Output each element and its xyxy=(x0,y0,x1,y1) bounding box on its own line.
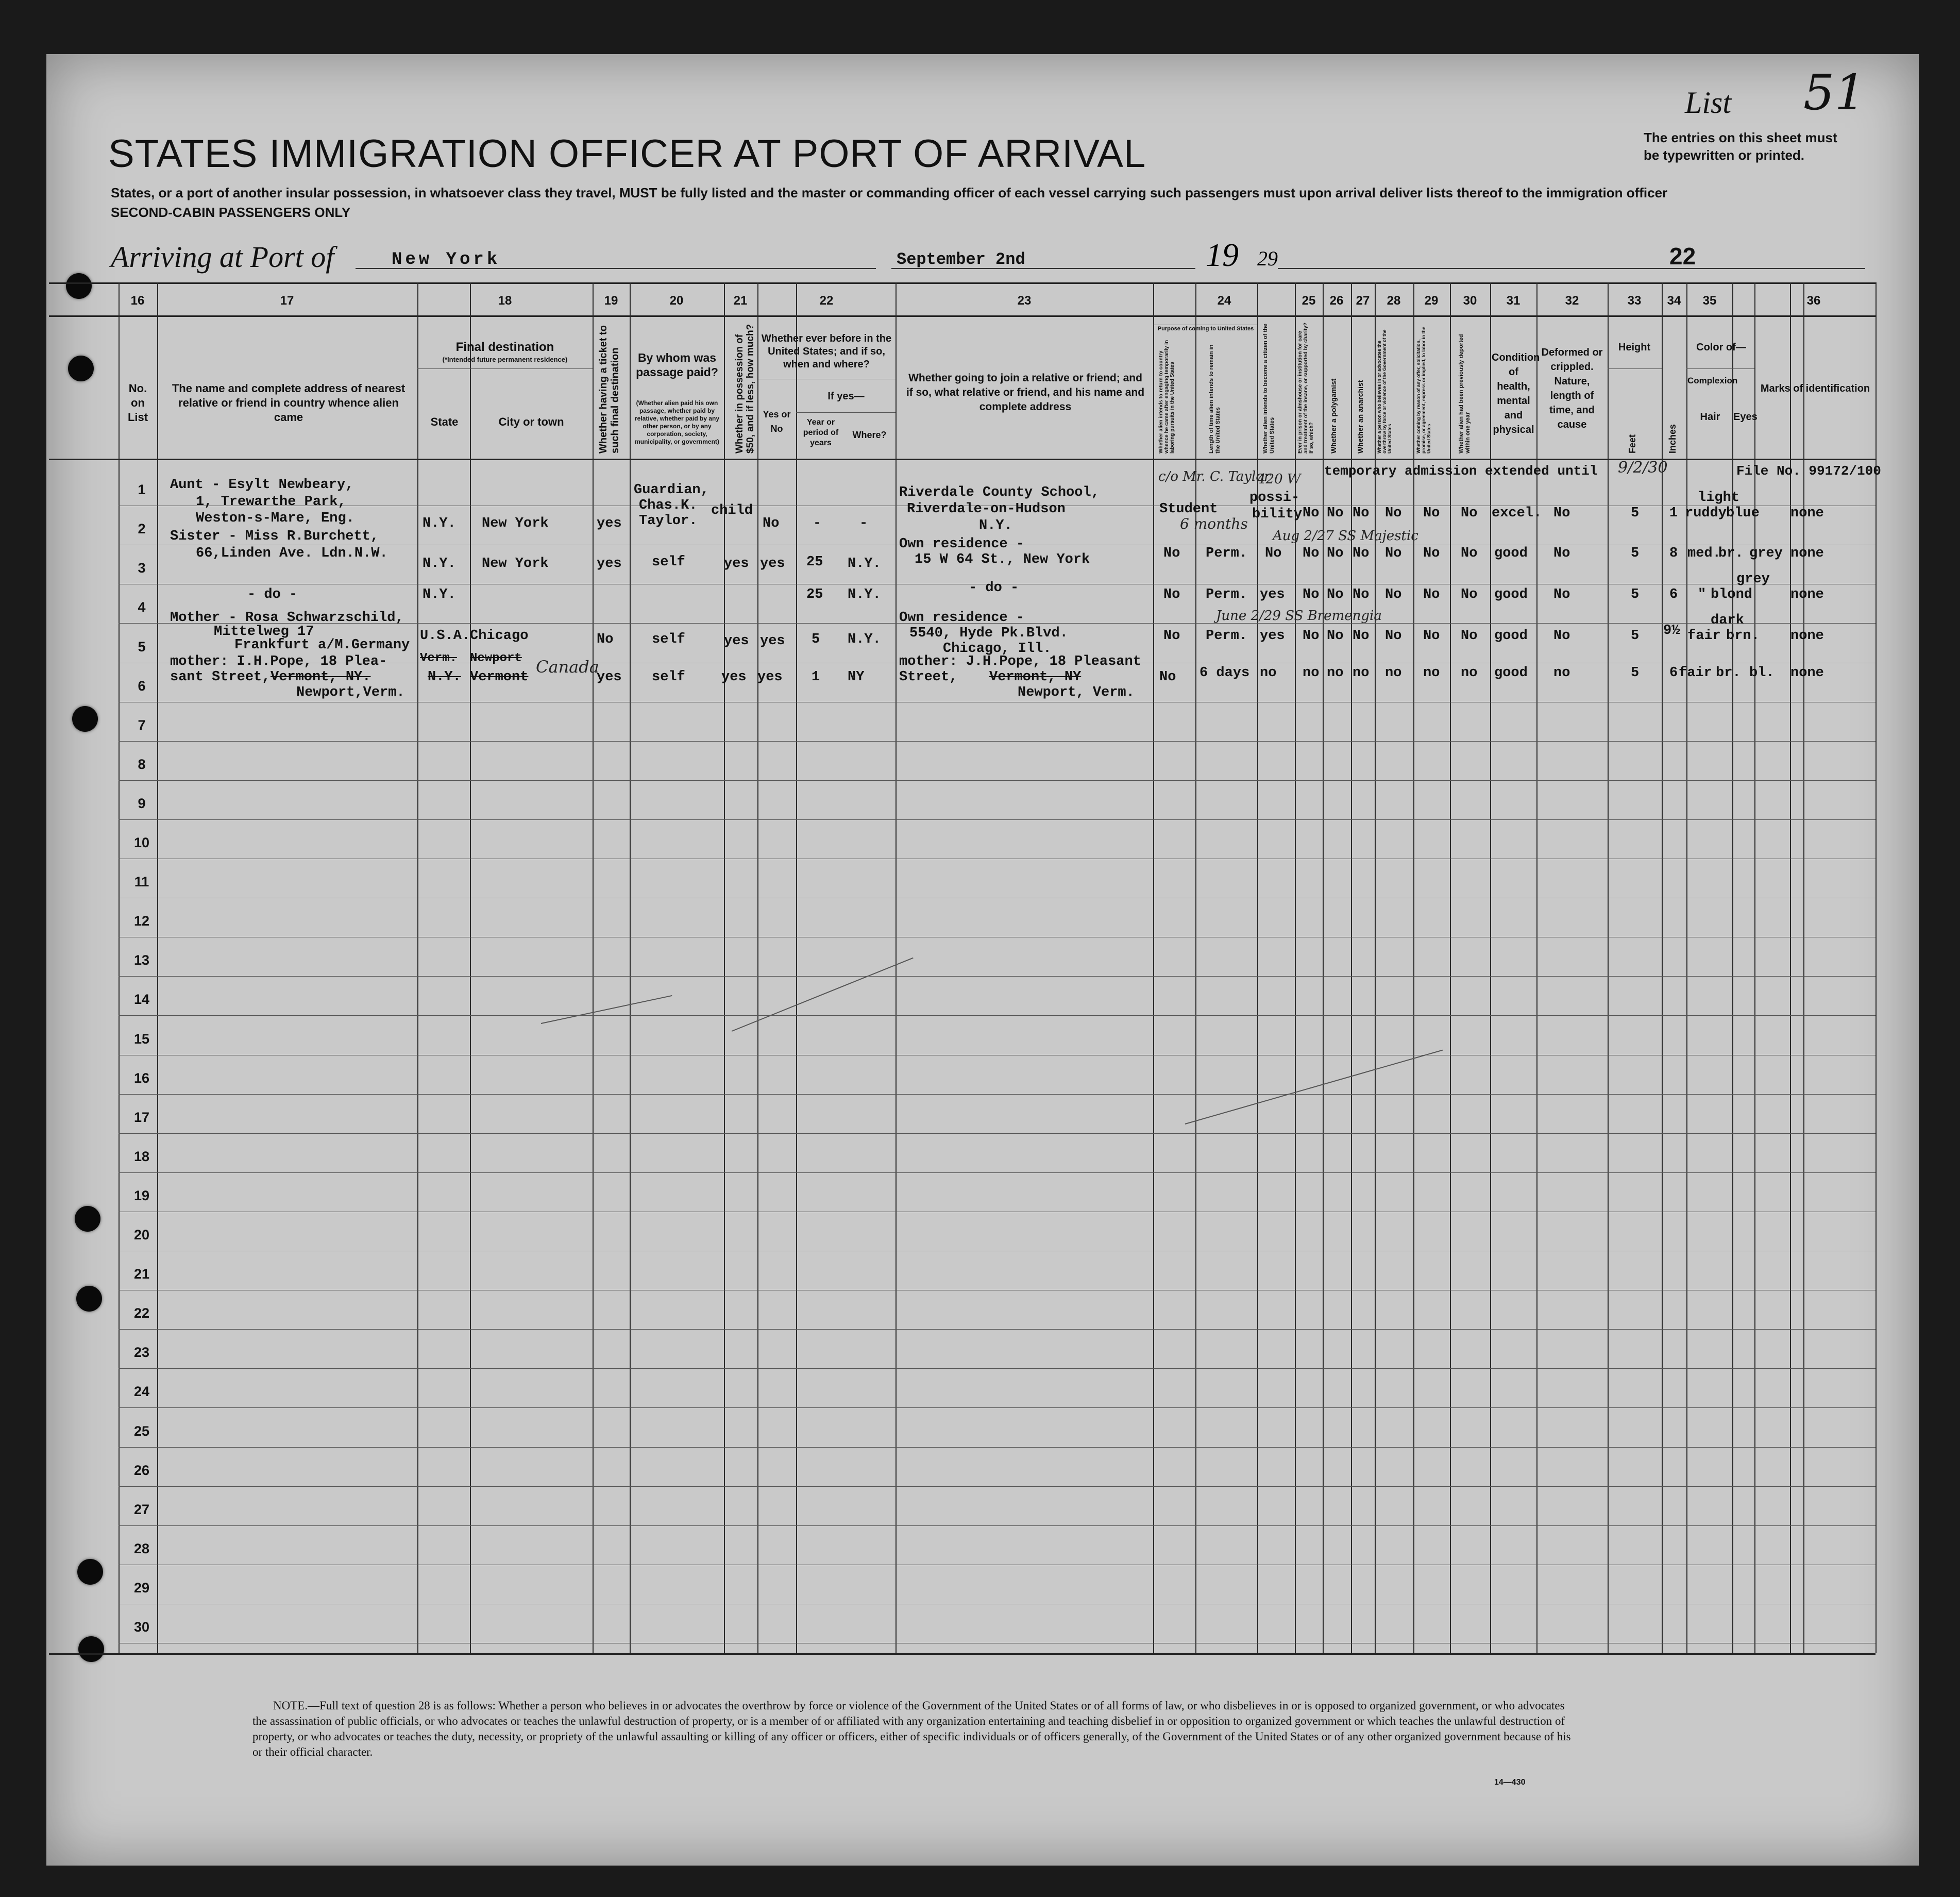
header-citizen-intent: Whether alien intends to become a citizen of the United States xyxy=(1262,324,1275,454)
list-number: 51 xyxy=(1803,64,1866,121)
header-feet: Feet xyxy=(1627,434,1637,454)
r5-q28: no xyxy=(1385,665,1402,681)
footer-note: NOTE.—Full text of question 28 is as follows: Whether a person who believes in or advocates the overthrow by force or violence of the Government of the United States or of all forms of law, or who disbelieves in or is opposed to organized government, or who advocates the assassination of public officials, or who advocates or teaches the unlawful destruction of property, or is a member of or affiliated with any organization entertaining and teaching disbelief in or opposition to organized government or which teaches the unlawful destruction of property, or who advocates or teaches the duty, necessity, or propriety of the unlawful assaulting or killing of any officer or officers, either of specific individuals or of officers generally, of the Government of the United States or of any other organized government because of his or their official character. xyxy=(252,1699,1571,1758)
r3-q27: No xyxy=(1353,587,1370,602)
r4-marks: none xyxy=(1790,628,1824,644)
r1-feet: 5 xyxy=(1631,506,1640,521)
r1-join-l2: Riverdale-on-Hudson xyxy=(907,501,1066,517)
r3-q28: No xyxy=(1385,587,1402,602)
row-number: 8 xyxy=(138,756,146,772)
r1-q25: No xyxy=(1303,506,1320,521)
r2-purpose: No xyxy=(1163,546,1180,561)
r4-complexion: fair xyxy=(1687,628,1721,644)
header-passage-paid-sub: (Whether alien paid his own passage, whether paid by relative, whether paid by any other person, or by any corporation, society, municipality, or government) xyxy=(634,399,720,445)
r2-q29: No xyxy=(1423,546,1440,561)
r1-citizen-l2: bility xyxy=(1252,507,1303,522)
row-number: 23 xyxy=(133,1345,150,1361)
r3-hair: blond xyxy=(1711,587,1753,602)
column-number: 21 xyxy=(733,294,748,308)
page-number: 22 xyxy=(1669,243,1696,270)
r2-before: yes xyxy=(760,556,785,572)
column-number: 34 xyxy=(1667,294,1681,308)
r5-money: yes xyxy=(721,669,747,685)
r1-hand-note: c/o Mr. C. Taylor xyxy=(1158,469,1271,484)
r1-join-l1: Riverdale County School, xyxy=(899,485,1100,500)
row-number: 14 xyxy=(133,992,150,1008)
row-rule xyxy=(119,1368,1875,1369)
r1-hair: light xyxy=(1698,490,1740,506)
r2-money: yes xyxy=(724,556,749,572)
r1-period: - xyxy=(813,516,822,531)
row-number: 7 xyxy=(138,717,146,733)
r1-q29: No xyxy=(1423,506,1440,521)
header-eyes: Eyes xyxy=(1733,411,1758,423)
row-number: 12 xyxy=(133,913,150,929)
r4-relative-l3: Frankfurt a/M.Germany xyxy=(234,637,410,653)
r5-q26: no xyxy=(1327,665,1344,681)
punch-hole xyxy=(78,1636,104,1662)
r5-inches: 6 xyxy=(1669,665,1678,681)
punch-hole xyxy=(77,1559,103,1585)
row-number: 26 xyxy=(133,1462,150,1478)
r5-length: 6 days xyxy=(1199,665,1250,681)
header-complexion: Complexion xyxy=(1687,376,1738,385)
header-relative: The name and complete address of nearest relative or friend in country whence alien came xyxy=(172,382,405,424)
r5-state-struck-top: Verm. xyxy=(420,651,458,665)
column-number: 18 xyxy=(498,294,512,308)
r5-relative-l3: Newport,Verm. xyxy=(296,685,405,700)
column-number: 32 xyxy=(1565,294,1579,308)
r4-money: yes xyxy=(724,633,749,649)
r3-purpose: No xyxy=(1163,587,1180,602)
r2-q27: No xyxy=(1353,546,1370,561)
r5-where: NY xyxy=(848,669,865,685)
header-polygamist: Whether a polygamist xyxy=(1329,378,1338,454)
row-number: 5 xyxy=(138,639,146,654)
row-number: 18 xyxy=(133,1148,150,1164)
row-number: 24 xyxy=(133,1384,150,1400)
form-code: 14—430 xyxy=(1494,1778,1526,1787)
manifest-sheet xyxy=(46,54,1919,1866)
row-number: 15 xyxy=(133,1031,150,1047)
r4-join-l3: Chicago, Ill. xyxy=(943,641,1052,657)
r4-citizen: yes xyxy=(1260,628,1285,644)
date-value: September 2nd xyxy=(897,250,1025,269)
r3-health: good xyxy=(1494,587,1528,602)
header-marks: Marks of identification xyxy=(1760,383,1870,394)
r5-paid: self xyxy=(652,669,685,685)
list-label: List xyxy=(1685,86,1732,120)
r4-inches: 9½ xyxy=(1663,623,1680,639)
r4-join-l1: Own residence - xyxy=(899,610,1025,626)
r1-eyes: blue xyxy=(1726,506,1760,521)
r1-annotation-date: 9/2/30 xyxy=(1618,459,1668,477)
header-length-of-stay: Length of time alien intends to remain in the United States xyxy=(1208,344,1221,454)
row-number: 10 xyxy=(133,835,150,850)
punch-hole xyxy=(66,273,92,299)
r3-period: 25 xyxy=(806,587,823,602)
r3-q30: No xyxy=(1461,587,1478,602)
row-rule xyxy=(119,1447,1875,1448)
r1-state: N.Y. xyxy=(423,516,456,531)
r1-inches: 1 xyxy=(1669,506,1678,521)
r1-paid-l2: Chas.K. xyxy=(639,498,698,513)
r5-join-l3: Newport, Verm. xyxy=(1018,685,1135,700)
r2-join-l1: Own residence - xyxy=(899,536,1025,552)
r4-state: U.S.A. xyxy=(420,628,470,644)
r2-deformed: No xyxy=(1553,546,1570,561)
r3-inches: 6 xyxy=(1669,587,1678,602)
r2-relative-l1: Sister - Miss R.Burchett, xyxy=(170,529,379,544)
r2-relative-l2: 66,Linden Ave. Ldn.N.W. xyxy=(196,546,388,561)
r1-length: 6 months xyxy=(1180,515,1248,532)
r2-citizen: No xyxy=(1265,546,1282,561)
r4-feet: 5 xyxy=(1631,628,1640,644)
header-passage-paid: By whom was passage paid? xyxy=(636,351,718,379)
r1-q26: No xyxy=(1327,506,1344,521)
header-where: Where? xyxy=(852,430,887,440)
r1-join-l3: N.Y. xyxy=(979,518,1012,533)
r5-hair: br. xyxy=(1716,665,1741,681)
r1-q28: No xyxy=(1385,506,1402,521)
r4-relative-l2: Mittelweg 17 xyxy=(214,624,314,640)
header-period: Year or period of years xyxy=(803,418,839,447)
row-rule xyxy=(119,1407,1875,1408)
page-underline xyxy=(1278,268,1865,269)
row-number: 29 xyxy=(133,1580,150,1596)
r5-relative-l1: mother: I.H.Pope, 18 Plea- xyxy=(170,654,387,669)
header-color-of: Color of— xyxy=(1696,342,1746,353)
row-number: 22 xyxy=(133,1305,150,1321)
r4-deformed: No xyxy=(1553,628,1570,644)
r1-relative-l1: Aunt - Esylt Newbeary, xyxy=(170,477,354,493)
r2-q25: No xyxy=(1303,546,1320,561)
r4-join-l2: 5540, Hyde Pk.Blvd. xyxy=(909,626,1068,641)
r1-city: New York xyxy=(482,516,549,531)
r2-period: 25 xyxy=(806,555,823,570)
column-number: 33 xyxy=(1627,294,1642,308)
header-question-28: Whether a person who believes in or advocates the overthrow by force or violence of the Government of the United States xyxy=(1377,329,1392,454)
r1-hand-note-2: 420 W xyxy=(1257,472,1301,487)
punch-hole xyxy=(75,1206,100,1232)
row-rule xyxy=(119,1094,1875,1095)
row-number: 3 xyxy=(138,560,146,576)
header-prison: Ever in prison or almshouse or institution for care and treatment of the insane, or supported by charity? If so, which? xyxy=(1297,323,1314,454)
r3-deformed: No xyxy=(1553,587,1570,602)
r5-citizen: no xyxy=(1260,665,1277,681)
row-number: 19 xyxy=(133,1187,150,1203)
r4-health: good xyxy=(1494,628,1528,644)
header-final-destination: Final destination xyxy=(455,340,554,354)
header-list-number: No. on List xyxy=(127,382,148,424)
column-number: 31 xyxy=(1506,294,1520,308)
row-number: 16 xyxy=(133,1070,150,1086)
row-rule xyxy=(119,780,1875,781)
r3-state: N.Y. xyxy=(423,587,456,602)
r4-hair: dark xyxy=(1711,613,1744,628)
row-number: 25 xyxy=(133,1423,150,1439)
column-number: 26 xyxy=(1329,294,1344,308)
r5-state-struck: N.Y. xyxy=(428,669,461,685)
column-number: 17 xyxy=(280,294,294,308)
r4-q26: No xyxy=(1327,628,1344,644)
r2-q30: No xyxy=(1461,546,1478,561)
r4-period: 5 xyxy=(812,632,820,647)
r5-relative-l2-struck: Vermont, NY. xyxy=(271,669,371,685)
header-hair: Hair xyxy=(1700,411,1720,423)
column-number: 35 xyxy=(1702,294,1717,308)
punch-hole xyxy=(72,706,98,732)
r4-q27: No xyxy=(1353,628,1370,644)
r4-q28: No xyxy=(1385,628,1402,644)
row-number: 20 xyxy=(133,1227,150,1243)
column-number: 20 xyxy=(669,294,684,308)
r5-before: yes xyxy=(757,669,783,685)
header-inches: Inches xyxy=(1667,424,1678,454)
r5-join-l2: Street, xyxy=(899,669,958,685)
header-height: Height xyxy=(1618,342,1651,353)
r1-money: child xyxy=(711,503,753,518)
r3-feet: 5 xyxy=(1631,587,1640,602)
row-rule xyxy=(119,819,1875,820)
column-number: 29 xyxy=(1424,294,1439,308)
r5-feet: 5 xyxy=(1631,665,1640,681)
r1-annotation: temporary admission extended until xyxy=(1324,463,1598,479)
r5-period: 1 xyxy=(812,669,820,685)
row-number: 30 xyxy=(133,1619,150,1635)
header-ever-before: Whether ever before in the United States; and if so, when and where? xyxy=(761,333,892,370)
r3-q29: No xyxy=(1423,587,1440,602)
r2-q28: No xyxy=(1385,546,1402,561)
typewritten-note xyxy=(1644,129,1891,164)
row-number: 2 xyxy=(138,521,146,537)
r2-health: good xyxy=(1494,546,1528,561)
row-number: 4 xyxy=(138,599,146,615)
r2-inches: 8 xyxy=(1669,546,1678,561)
r2-marks: none xyxy=(1790,546,1824,561)
r5-eyes: bl. xyxy=(1749,665,1775,681)
r2-q26: No xyxy=(1327,546,1344,561)
header-yes-no: Yes or No xyxy=(763,409,791,434)
r1-paid-l3: Taylor. xyxy=(639,513,698,529)
column-number: 16 xyxy=(130,294,145,308)
r3-length: Perm. xyxy=(1206,587,1248,602)
r4-length: Perm. xyxy=(1206,628,1248,644)
r5-q29: no xyxy=(1423,665,1440,681)
r4-hand-note: June 2/29 SS Bremengia xyxy=(1216,608,1382,624)
r5-ticket: yes xyxy=(597,669,622,685)
r1-deformed: No xyxy=(1553,506,1570,521)
r2-hand-note: Aug 2/27 SS Majestic xyxy=(1273,528,1418,544)
r1-q30: No xyxy=(1461,506,1478,521)
row-rule xyxy=(119,1525,1875,1526)
r4-eyes: brn. xyxy=(1726,628,1760,644)
r1-complexion: ruddy xyxy=(1685,506,1727,521)
instructions xyxy=(111,183,1668,222)
arriving-label: Arriving at Port of xyxy=(111,240,334,274)
column-number: 28 xyxy=(1387,294,1401,308)
header-health: Condition of health, mental and physical xyxy=(1492,352,1540,435)
column-number: 22 xyxy=(819,294,834,308)
r1-purpose: Student xyxy=(1159,501,1218,517)
r2-city: New York xyxy=(482,556,549,572)
header-anarchist: Whether an anarchist xyxy=(1356,380,1364,454)
r5-deformed: no xyxy=(1553,665,1570,681)
column-number: 27 xyxy=(1356,294,1370,308)
r4-relative-l1: Mother - Rosa Schwarzschild, xyxy=(170,610,404,626)
r2-join-l2: 15 W 64 St., New York xyxy=(915,552,1090,567)
r4-city: Chicago xyxy=(470,628,529,644)
r2-state: N.Y. xyxy=(423,556,456,572)
r3-q25: No xyxy=(1303,587,1320,602)
r2-where: N.Y. xyxy=(848,556,881,572)
row-number: 27 xyxy=(133,1501,150,1517)
note-line: be typewritten or printed. xyxy=(1644,147,1805,163)
instruction-line: States, or a port of another insular possession, in whatsoever class they travel, MUST be fully listed and the master or commanding officer of each vessel carrying such passengers must upon arrival deliver lists thereof to the immigration officer xyxy=(111,185,1668,200)
r3-eyes: grey xyxy=(1736,572,1770,587)
r1-paid-l1: Guardian, xyxy=(634,482,709,498)
header-city: City or town xyxy=(498,415,564,428)
column-number: 30 xyxy=(1463,294,1477,308)
r5-join-l2-struck: Vermont, NY xyxy=(989,669,1082,685)
r2-hair: br. xyxy=(1718,546,1744,561)
header-return-intent: Whether alien intends to return to country whence he came after engaging temporarily in laboring pursuits in the United States xyxy=(1158,340,1175,454)
header-state: State xyxy=(430,415,459,428)
row-number: 28 xyxy=(133,1540,150,1556)
r1-citizen-l1: possi- xyxy=(1249,490,1300,506)
page-title: STATES IMMIGRATION OFFICER AT PORT OF ARRIVAL xyxy=(108,132,1146,176)
r2-feet: 5 xyxy=(1631,546,1640,561)
header-ticket: Whether having a ticket to such final destination xyxy=(598,325,621,454)
r5-city-hand: Canada xyxy=(536,657,599,677)
r4-q29: No xyxy=(1423,628,1440,644)
note-line: The entries on this sheet must xyxy=(1644,130,1837,145)
r5-health: good xyxy=(1494,665,1528,681)
column-number: 23 xyxy=(1017,294,1032,308)
column-number: 19 xyxy=(604,294,618,308)
r2-complexion: med. xyxy=(1687,546,1721,561)
r5-join-l1: mother: J.H.Pope, 18 Pleasant xyxy=(899,654,1141,669)
row-number: 6 xyxy=(138,678,146,694)
header-final-destination-sub: (*Intended future permanent residence) xyxy=(442,356,568,363)
row-rule xyxy=(119,1172,1875,1173)
r5-q25: no xyxy=(1303,665,1320,681)
header-fifty-dollars: Whether in possession of $50, and if less, how much? xyxy=(734,324,756,454)
r3-complexion: " xyxy=(1698,587,1706,602)
r4-q30: No xyxy=(1461,628,1478,644)
r2-ticket: yes xyxy=(597,556,622,572)
r2-paid: self xyxy=(652,555,685,570)
row-rule xyxy=(119,1133,1875,1134)
r3-marks: none xyxy=(1790,587,1824,602)
r4-before: yes xyxy=(760,633,785,649)
port-value: New York xyxy=(392,250,501,270)
row-number: 1 xyxy=(138,482,146,498)
r3-where: N.Y. xyxy=(848,587,881,602)
r5-marks: none xyxy=(1790,665,1824,681)
r2-length: Perm. xyxy=(1206,546,1248,561)
r1-q27: No xyxy=(1353,506,1370,521)
r3-citizen: yes xyxy=(1260,587,1285,602)
header-join-relative: Whether going to join a relative or friend; and if so, what relative or friend, and his name and complete address xyxy=(906,372,1145,413)
r3-join-l1: - do - xyxy=(969,580,1019,596)
row-number: 13 xyxy=(133,952,150,968)
r1-marks: none xyxy=(1790,506,1824,521)
header-purpose: Purpose of coming to United States xyxy=(1157,326,1254,332)
header-deported: Whether alien had been previously deported within one year xyxy=(1458,334,1471,454)
row-rule xyxy=(119,1486,1875,1487)
r2-eyes: grey xyxy=(1749,546,1783,561)
header-if-yes: If yes— xyxy=(827,391,865,402)
r5-q27: no xyxy=(1353,665,1370,681)
column-number: 36 xyxy=(1806,294,1821,308)
punch-hole xyxy=(68,356,94,381)
column-number: 24 xyxy=(1217,294,1231,308)
r4-paid: self xyxy=(652,632,685,647)
r5-complexion: fair xyxy=(1679,665,1712,681)
r5-purpose: No xyxy=(1159,669,1176,685)
column-number: 25 xyxy=(1302,294,1316,308)
header-deformed: Deformed or crippled. Nature, length of time, and cause xyxy=(1541,347,1603,430)
r4-purpose: No xyxy=(1163,628,1180,644)
r5-city-struck-top: Newport xyxy=(470,651,522,665)
r4-ticket: No xyxy=(597,632,614,647)
r1-health: excel. xyxy=(1492,506,1542,521)
r1-relative-l3: Weston-s-Mare, Eng. xyxy=(196,511,354,526)
r5-q30: no xyxy=(1461,665,1478,681)
row-rule xyxy=(119,976,1875,977)
row-number: 11 xyxy=(134,874,149,890)
r3-q26: No xyxy=(1327,587,1344,602)
r1-ticket: yes xyxy=(597,516,622,531)
r1-relative-l2: 1, Trewarthe Park, xyxy=(196,494,346,510)
year-prefix: 19 xyxy=(1206,237,1239,273)
r5-city-struck: Vermont xyxy=(470,669,529,685)
instruction-line: SECOND-CABIN PASSENGERS ONLY xyxy=(111,205,351,220)
r4-where: N.Y. xyxy=(848,632,881,647)
r4-q25: No xyxy=(1303,628,1320,644)
r5-relative-l2: sant Street, xyxy=(170,669,271,685)
r1-before: No xyxy=(763,516,780,531)
row-rule xyxy=(119,1015,1875,1016)
row-number: 17 xyxy=(133,1109,150,1125)
row-number: 21 xyxy=(133,1266,150,1282)
r3-relative-l1: - do - xyxy=(247,587,298,602)
r1-where: - xyxy=(859,516,868,531)
row-number: 9 xyxy=(138,795,146,811)
punch-hole xyxy=(76,1286,102,1312)
row-rule xyxy=(119,741,1875,742)
header-labor-offer: Whether coming by reason of any offer, solicitation, promise, or agreement, express or implied, to labor in the United States xyxy=(1416,326,1431,454)
row-rule xyxy=(119,1329,1875,1330)
year-suffix: 29 xyxy=(1257,247,1278,270)
r1-file-number: File No. 99172/100 xyxy=(1736,463,1881,479)
